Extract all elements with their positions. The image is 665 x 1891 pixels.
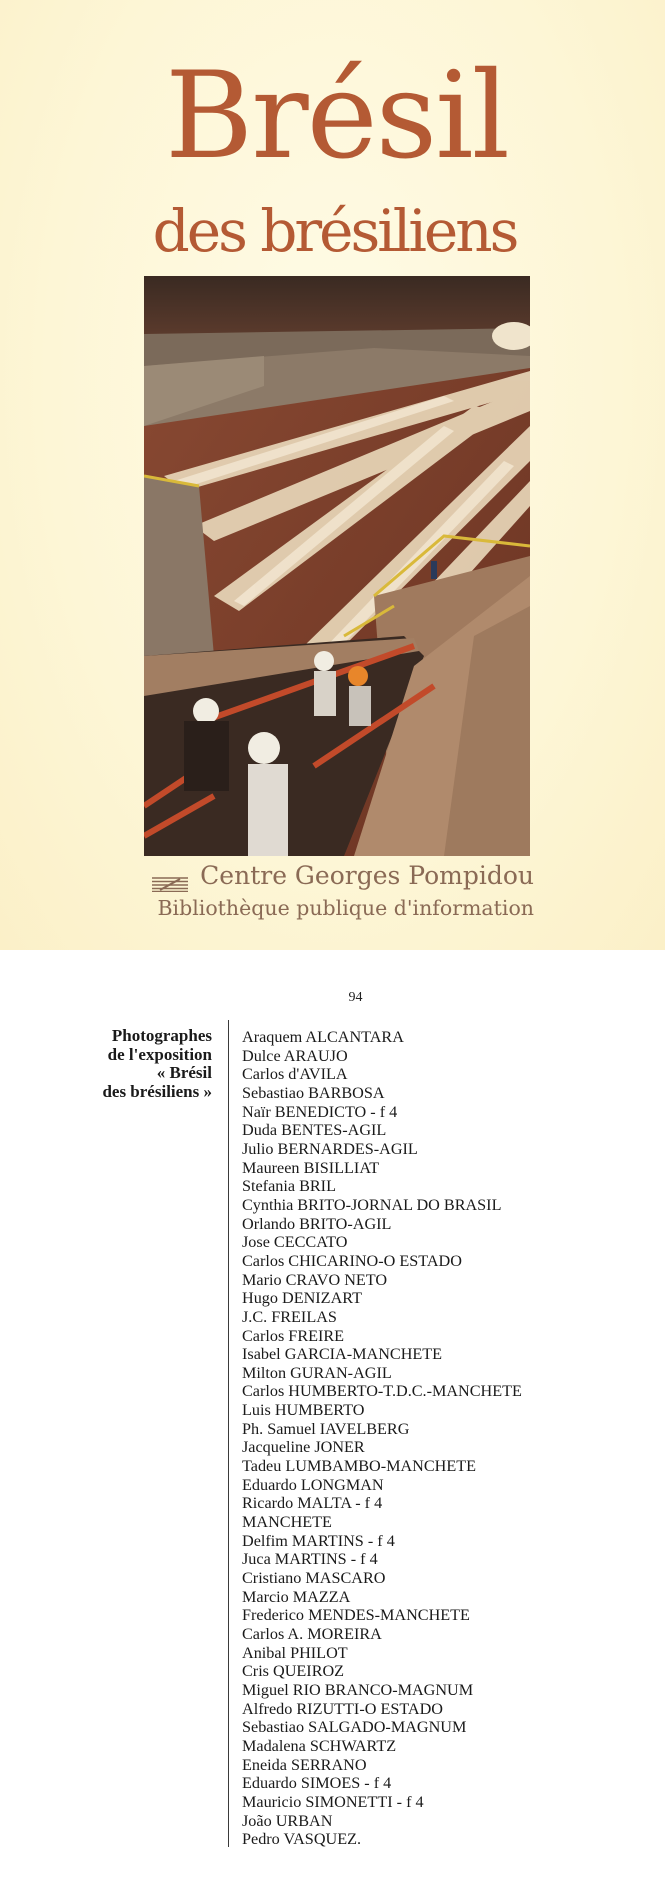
list-item: Madalena SCHWARTZ [242, 1736, 397, 1755]
list-item: Alfredo RIZUTTI-O ESTADO [242, 1699, 443, 1718]
list-item: Eduardo LONGMAN [242, 1475, 384, 1494]
list-item: Hugo DENIZART [242, 1289, 362, 1308]
list-item: J.C. FREILAS [242, 1307, 337, 1326]
list-item: Carlos HUMBERTO-T.D.C.-MANCHETE [242, 1382, 522, 1401]
publisher-block [144, 860, 534, 922]
section-heading-line: des brésiliens » [102, 1081, 212, 1101]
list-item: Carlos d'AVILA [242, 1065, 348, 1084]
list-item: Luis HUMBERTO [242, 1401, 365, 1420]
list-item: Marcio MAZZA [242, 1587, 351, 1606]
list-item: Naïr BENEDICTO - f 4 [242, 1102, 398, 1121]
list-item: Cris QUEIROZ [242, 1662, 345, 1681]
list-item: Mario CRAVO NETO [242, 1270, 388, 1289]
section-heading-line: « Brésil [156, 1063, 212, 1082]
list-item: Tadeu LUMBAMBO-MANCHETE [242, 1457, 477, 1476]
publisher-subname: Bibliothèque publique d'information [157, 896, 534, 920]
section-heading-line: de l'exposition [107, 1044, 212, 1064]
list-item: Stefania BRIL [242, 1177, 336, 1196]
list-item: Sebastiao BARBOSA [242, 1083, 385, 1102]
list-item: Juca MARTINS - f 4 [242, 1550, 378, 1569]
list-item: Sebastiao SALGADO-MAGNUM [242, 1718, 467, 1737]
list-item: Isabel GARCIA-MANCHETE [242, 1345, 443, 1364]
list-item: Maureen BISILLIAT [242, 1158, 380, 1177]
list-item: Carlos A. MOREIRA [242, 1625, 382, 1643]
list-item: João URBAN [242, 1811, 333, 1830]
list-item: Araquem ALCANTARA [242, 1028, 404, 1046]
list-item: Jacqueline JONER [242, 1438, 365, 1457]
list-item: Miguel RIO BRANCO-MAGNUM [242, 1680, 474, 1699]
cover-title: Brésil [165, 47, 508, 186]
photographer-list [242, 1028, 522, 1849]
list-item: Jose CECCATO [242, 1233, 348, 1252]
list-item: Julio BERNARDES-AGIL [242, 1139, 418, 1158]
list-item: Carlos FREIRE [242, 1326, 345, 1345]
list-item: Cynthia BRITO-JORNAL DO BRASIL [242, 1195, 502, 1214]
cover-subtitle: des brésiliens [152, 197, 517, 265]
section-heading-line: Photographes [111, 1026, 212, 1045]
vertical-divider [228, 1020, 229, 1847]
list-item: Ricardo MALTA - f 4 [242, 1494, 383, 1513]
list-item: Pedro VASQUEZ. [242, 1830, 362, 1849]
list-item: Milton GURAN-AGIL [242, 1363, 392, 1382]
publisher-name: Centre Georges Pompidou [200, 861, 534, 890]
list-item: Delfim MARTINS - f 4 [242, 1531, 395, 1550]
list-item: Mauricio SIMONETTI - f 4 [242, 1792, 424, 1811]
list-item: Dulce ARAUJO [242, 1046, 348, 1065]
list-item: Cristiano MASCARO [242, 1569, 386, 1588]
bpi-striped-logo-icon [152, 868, 188, 884]
cover-photo [144, 276, 530, 856]
list-item: Eduardo SIMOES - f 4 [242, 1774, 392, 1793]
list-item: MANCHETE [242, 1513, 332, 1532]
list-item: Duda BENTES-AGIL [242, 1121, 387, 1140]
section-heading [60, 1027, 212, 1101]
list-item: Orlando BRITO-AGIL [242, 1214, 392, 1233]
page-number: 94 [348, 990, 363, 1005]
list-item: Carlos CHICARINO-O ESTADO [242, 1251, 462, 1270]
list-item: Anibal PHILOT [242, 1643, 348, 1662]
list-item: Frederico MENDES-MANCHETE [242, 1606, 470, 1625]
list-item: Eneida SERRANO [242, 1755, 367, 1774]
list-item: Ph. Samuel IAVELBERG [242, 1419, 410, 1438]
